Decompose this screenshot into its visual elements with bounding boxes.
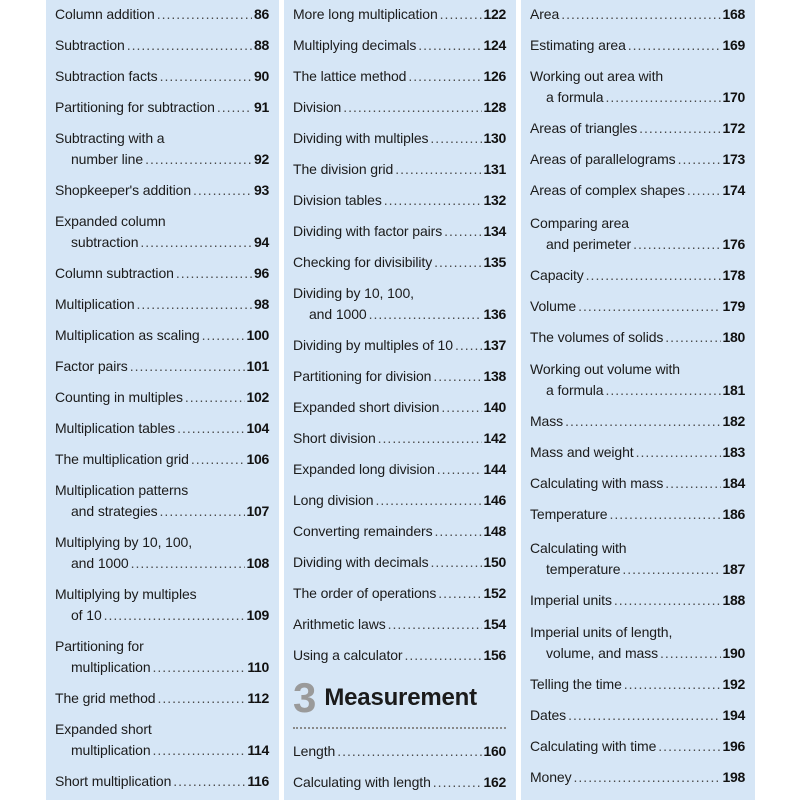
contents-entry[interactable] bbox=[530, 442, 745, 463]
dot-leader bbox=[157, 688, 245, 709]
contents-entry[interactable] bbox=[293, 741, 506, 762]
dot-leader bbox=[433, 366, 481, 387]
dot-leader bbox=[610, 504, 721, 525]
contents-column-2 bbox=[284, 0, 516, 800]
entry-title: Multiplying by 10, 100, bbox=[55, 534, 193, 550]
contents-entry[interactable] bbox=[293, 283, 506, 325]
entry-title: The order of operations bbox=[293, 585, 437, 601]
page-number: 156 bbox=[483, 647, 506, 663]
dot-leader bbox=[404, 645, 481, 666]
dot-leader bbox=[131, 553, 245, 574]
section-number: 3 bbox=[293, 674, 317, 721]
entry-title: Division tables bbox=[293, 192, 382, 208]
page-number: 148 bbox=[483, 523, 506, 539]
contents-entry[interactable] bbox=[55, 387, 269, 408]
contents-entry[interactable] bbox=[293, 614, 506, 635]
page-number: 140 bbox=[483, 399, 506, 415]
page-number: 101 bbox=[246, 358, 269, 374]
entry-title: Areas of parallelograms bbox=[530, 151, 676, 167]
dot-leader bbox=[217, 97, 252, 118]
entry-title: Areas of triangles bbox=[530, 120, 638, 136]
dot-leader bbox=[430, 128, 481, 149]
contents-column-3 bbox=[521, 0, 755, 800]
contents-entry[interactable] bbox=[530, 265, 745, 286]
entry-title: Short division bbox=[293, 430, 376, 446]
page-number: 198 bbox=[722, 769, 745, 785]
contents-entry[interactable] bbox=[293, 128, 506, 149]
contents-entry[interactable] bbox=[55, 688, 269, 709]
dot-leader bbox=[433, 772, 482, 793]
dot-leader bbox=[444, 221, 481, 242]
contents-entry[interactable] bbox=[293, 521, 506, 542]
dot-leader bbox=[384, 190, 482, 211]
entry-title: The multiplication grid bbox=[55, 451, 189, 467]
entry-title: subtraction bbox=[71, 234, 139, 250]
contents-entry[interactable] bbox=[55, 771, 269, 792]
entry-title: Partitioning for bbox=[55, 638, 144, 654]
contents-entry[interactable] bbox=[530, 180, 745, 201]
contents-entry[interactable] bbox=[530, 504, 745, 525]
contents-entry[interactable] bbox=[293, 645, 506, 666]
dot-leader bbox=[137, 294, 252, 315]
entry-title: and 1000 bbox=[71, 555, 129, 571]
contents-entry[interactable] bbox=[530, 296, 745, 317]
page-number: 178 bbox=[722, 267, 745, 283]
entry-title: Areas of complex shapes bbox=[530, 182, 685, 198]
entry-title: Multiplication patterns bbox=[55, 482, 189, 498]
dot-leader bbox=[395, 159, 481, 180]
dot-leader bbox=[636, 442, 721, 463]
page-number: 106 bbox=[246, 451, 269, 467]
dot-leader bbox=[193, 180, 252, 201]
entry-title: Dividing with decimals bbox=[293, 554, 429, 570]
contents-entry[interactable] bbox=[293, 66, 506, 87]
page-number: 183 bbox=[722, 444, 745, 460]
page-number: 150 bbox=[483, 554, 506, 570]
entry-title: Multiplying by multiples bbox=[55, 586, 197, 602]
entry-title: Money bbox=[530, 769, 572, 785]
dot-leader bbox=[678, 149, 721, 170]
contents-entry[interactable] bbox=[530, 118, 745, 139]
dot-leader bbox=[418, 35, 481, 56]
entry-title: Dividing with multiples bbox=[293, 130, 429, 146]
entry-title: Subtracting with a bbox=[55, 130, 165, 146]
contents-entry[interactable] bbox=[55, 325, 269, 346]
dot-leader bbox=[565, 411, 720, 432]
entry-title: temperature bbox=[546, 561, 621, 577]
entry-title: Length bbox=[293, 743, 336, 759]
entry-title: Division bbox=[293, 99, 342, 115]
page-number: 181 bbox=[722, 382, 745, 398]
entry-title: Partitioning for division bbox=[293, 368, 432, 384]
contents-entry[interactable] bbox=[530, 590, 745, 611]
contents-entry[interactable] bbox=[55, 211, 269, 253]
dot-leader bbox=[622, 559, 720, 580]
page-number: 136 bbox=[483, 306, 506, 322]
dot-leader bbox=[434, 252, 481, 273]
entry-title: Short multiplication bbox=[55, 773, 172, 789]
contents-entry[interactable] bbox=[293, 221, 506, 242]
contents-entry[interactable] bbox=[55, 584, 269, 626]
contents-entry[interactable] bbox=[55, 532, 269, 574]
page-number: 116 bbox=[247, 773, 269, 789]
contents-entry[interactable] bbox=[293, 490, 506, 511]
page-number: 128 bbox=[483, 99, 506, 115]
contents-entry[interactable] bbox=[55, 35, 269, 56]
dot-leader bbox=[605, 87, 720, 108]
contents-entry[interactable] bbox=[55, 97, 269, 118]
page-number: 154 bbox=[483, 616, 506, 632]
page-number: 194 bbox=[722, 707, 745, 723]
contents-entry[interactable] bbox=[55, 636, 269, 678]
page-number: 98 bbox=[254, 296, 269, 312]
entry-title: The division grid bbox=[293, 161, 394, 177]
dot-leader bbox=[568, 705, 720, 726]
entry-title: More long multiplication bbox=[293, 6, 438, 22]
dot-leader bbox=[639, 118, 720, 139]
dot-leader bbox=[605, 380, 720, 401]
dot-leader bbox=[660, 643, 721, 664]
page-number: 112 bbox=[247, 690, 269, 706]
page-number: 179 bbox=[722, 298, 745, 314]
dot-leader bbox=[574, 767, 721, 788]
entry-title: Temperature bbox=[530, 506, 608, 522]
entry-title: Long division bbox=[293, 492, 374, 508]
page-number: 110 bbox=[247, 659, 269, 675]
dot-leader bbox=[435, 521, 482, 542]
contents-entry[interactable] bbox=[530, 674, 745, 695]
contents-entry[interactable] bbox=[55, 418, 269, 439]
page-number: 130 bbox=[483, 130, 506, 146]
contents-entry[interactable] bbox=[293, 4, 506, 25]
page-number: 174 bbox=[722, 182, 745, 198]
entry-title: Mass and weight bbox=[530, 444, 634, 460]
contents-entry[interactable] bbox=[293, 397, 506, 418]
entry-title: Column subtraction bbox=[55, 265, 174, 281]
contents-entry[interactable] bbox=[530, 767, 745, 788]
contents-entry[interactable] bbox=[293, 97, 506, 118]
entry-title: Calculating with mass bbox=[530, 475, 664, 491]
dot-leader bbox=[628, 35, 721, 56]
dot-leader bbox=[173, 771, 245, 792]
contents-entry[interactable] bbox=[55, 180, 269, 201]
page-number: 152 bbox=[483, 585, 506, 601]
page-number: 162 bbox=[483, 774, 506, 790]
dot-leader bbox=[343, 97, 481, 118]
entry-title: number line bbox=[71, 151, 144, 167]
dot-leader bbox=[388, 614, 482, 635]
contents-entry[interactable] bbox=[293, 552, 506, 573]
page-number: 134 bbox=[483, 223, 506, 239]
entry-title: Estimating area bbox=[530, 37, 626, 53]
entry-title: Shopkeeper's addition bbox=[55, 182, 192, 198]
page-number: 170 bbox=[722, 89, 745, 105]
page-number: 126 bbox=[483, 68, 506, 84]
entry-title: Working out volume with bbox=[530, 361, 680, 377]
page-number: 192 bbox=[722, 676, 745, 692]
entry-title: and 1000 bbox=[309, 306, 367, 322]
entry-title: Calculating with length bbox=[293, 774, 431, 790]
page-number: 176 bbox=[722, 236, 745, 252]
entry-title: a formula bbox=[546, 382, 604, 398]
dot-leader bbox=[624, 674, 721, 695]
dot-leader bbox=[140, 232, 252, 253]
entry-title: Area bbox=[530, 6, 560, 22]
page-number: 196 bbox=[722, 738, 745, 754]
dot-leader bbox=[375, 490, 481, 511]
contents-entry[interactable] bbox=[293, 366, 506, 387]
entry-title: Calculating with time bbox=[530, 738, 657, 754]
entry-title: Counting in multiples bbox=[55, 389, 183, 405]
entry-title: Column addition bbox=[55, 6, 155, 22]
page-number: 88 bbox=[254, 37, 269, 53]
contents-entry[interactable] bbox=[530, 35, 745, 56]
page-number: 137 bbox=[483, 337, 506, 353]
page-number: 186 bbox=[722, 506, 745, 522]
entry-title: Multiplication tables bbox=[55, 420, 176, 436]
dot-leader bbox=[455, 335, 482, 356]
page-number: 144 bbox=[483, 461, 506, 477]
contents-entry[interactable] bbox=[530, 66, 745, 108]
dot-leader bbox=[561, 4, 720, 25]
page-number: 94 bbox=[254, 234, 269, 250]
page-number: 142 bbox=[483, 430, 506, 446]
dot-leader bbox=[431, 552, 482, 573]
entry-title: Dividing by multiples of 10 bbox=[293, 337, 453, 353]
contents-entry[interactable] bbox=[530, 149, 745, 170]
contents-entry[interactable] bbox=[530, 411, 745, 432]
dot-leader bbox=[153, 657, 246, 678]
page-number: 86 bbox=[254, 6, 269, 22]
page-number: 90 bbox=[254, 68, 269, 84]
entry-title: a formula bbox=[546, 89, 604, 105]
dot-leader bbox=[202, 325, 245, 346]
contents-entry[interactable] bbox=[55, 4, 269, 25]
entry-title: Volume bbox=[530, 298, 577, 314]
entry-title: volume, and mass bbox=[546, 645, 659, 661]
entry-title: multiplication bbox=[71, 742, 151, 758]
contents-entry[interactable] bbox=[530, 705, 745, 726]
entry-title: Expanded column bbox=[55, 213, 166, 229]
page-number: 122 bbox=[483, 6, 506, 22]
contents-entry[interactable] bbox=[293, 459, 506, 480]
contents-entry[interactable] bbox=[530, 213, 745, 255]
dot-leader bbox=[127, 35, 252, 56]
entry-title: Comparing area bbox=[530, 215, 629, 231]
contents-entry[interactable] bbox=[293, 428, 506, 449]
entry-title: Subtraction bbox=[55, 37, 125, 53]
page-number: 102 bbox=[246, 389, 269, 405]
page-number: 160 bbox=[483, 743, 506, 759]
contents-entry[interactable] bbox=[530, 327, 745, 348]
entry-title: Checking for divisibility bbox=[293, 254, 433, 270]
contents-entry[interactable] bbox=[530, 622, 745, 664]
page-number: 173 bbox=[722, 151, 745, 167]
entry-title: Dividing with factor pairs bbox=[293, 223, 443, 239]
entry-title: Partitioning for subtraction bbox=[55, 99, 215, 115]
page-number: 124 bbox=[483, 37, 506, 53]
entry-title: Calculating with bbox=[530, 540, 627, 556]
dot-leader bbox=[441, 397, 481, 418]
entry-title: The volumes of solids bbox=[530, 329, 664, 345]
contents-entry[interactable] bbox=[293, 772, 506, 793]
entry-title: and perimeter bbox=[546, 236, 632, 252]
page-number: 169 bbox=[722, 37, 745, 53]
entry-title: Capacity bbox=[530, 267, 584, 283]
page-number: 100 bbox=[246, 327, 269, 343]
dot-leader bbox=[153, 740, 246, 761]
dot-leader bbox=[408, 66, 481, 87]
contents-entry[interactable] bbox=[55, 66, 269, 87]
dot-leader bbox=[104, 605, 245, 626]
dot-leader bbox=[191, 449, 245, 470]
contents-entry[interactable] bbox=[55, 449, 269, 470]
dot-leader bbox=[658, 736, 720, 757]
contents-entry[interactable] bbox=[55, 719, 269, 761]
page-number: 138 bbox=[483, 368, 506, 384]
entry-title: Imperial units of length, bbox=[530, 624, 673, 640]
section-title: Measurement bbox=[324, 684, 477, 711]
page-number: 182 bbox=[722, 413, 745, 429]
dot-leader bbox=[614, 590, 721, 611]
dot-leader bbox=[578, 296, 720, 317]
dot-leader bbox=[177, 418, 244, 439]
entry-title: Arithmetic laws bbox=[293, 616, 386, 632]
dot-leader bbox=[130, 356, 245, 377]
page-number: 188 bbox=[722, 592, 745, 608]
contents-entry[interactable] bbox=[530, 4, 745, 25]
dot-leader bbox=[185, 387, 245, 408]
contents-entry[interactable] bbox=[530, 538, 745, 580]
contents-entry[interactable] bbox=[293, 159, 506, 180]
contents-entry[interactable] bbox=[55, 128, 269, 170]
dot-leader bbox=[440, 4, 482, 25]
entry-title: Subtraction facts bbox=[55, 68, 158, 84]
page-number: 131 bbox=[483, 161, 506, 177]
entry-title: Factor pairs bbox=[55, 358, 128, 374]
section-divider bbox=[293, 727, 506, 729]
page-number: 96 bbox=[254, 265, 269, 281]
dot-leader bbox=[160, 66, 252, 87]
page-number: 108 bbox=[246, 555, 269, 571]
entry-title: The grid method bbox=[55, 690, 156, 706]
contents-entry[interactable] bbox=[293, 35, 506, 56]
dot-leader bbox=[586, 265, 721, 286]
entry-title: Multiplication bbox=[55, 296, 135, 312]
page-number: 184 bbox=[722, 475, 745, 491]
page-number: 187 bbox=[722, 561, 745, 577]
entry-title: The lattice method bbox=[293, 68, 407, 84]
page-number: 109 bbox=[246, 607, 269, 623]
page-number: 104 bbox=[246, 420, 269, 436]
contents-entry[interactable] bbox=[55, 356, 269, 377]
dot-leader bbox=[157, 4, 252, 25]
dot-leader bbox=[337, 741, 481, 762]
contents-entry[interactable] bbox=[55, 263, 269, 284]
dot-leader bbox=[145, 149, 252, 170]
entry-title: of 10 bbox=[71, 607, 102, 623]
entry-title: Dates bbox=[530, 707, 567, 723]
entry-title: and strategies bbox=[71, 503, 158, 519]
entry-title: Multiplying decimals bbox=[293, 37, 417, 53]
page-number: 180 bbox=[722, 329, 745, 345]
contents-entry[interactable] bbox=[530, 473, 745, 494]
page-number: 135 bbox=[483, 254, 506, 270]
dot-leader bbox=[160, 501, 245, 522]
entry-title: Mass bbox=[530, 413, 564, 429]
contents-entry[interactable] bbox=[55, 294, 269, 315]
entry-title: Expanded long division bbox=[293, 461, 435, 477]
contents-entry[interactable] bbox=[293, 252, 506, 273]
dot-leader bbox=[665, 473, 720, 494]
contents-entry[interactable] bbox=[293, 583, 506, 604]
contents-entry[interactable] bbox=[293, 190, 506, 211]
dot-leader bbox=[176, 263, 252, 284]
contents-entry[interactable] bbox=[530, 736, 745, 757]
entry-title: Telling the time bbox=[530, 676, 622, 692]
section-heading bbox=[293, 676, 506, 720]
entry-title: Converting remainders bbox=[293, 523, 433, 539]
page-number: 146 bbox=[483, 492, 506, 508]
dot-leader bbox=[369, 304, 482, 325]
entry-title: Expanded short bbox=[55, 721, 152, 737]
dot-leader bbox=[437, 459, 482, 480]
contents-entry[interactable] bbox=[530, 359, 745, 401]
page-number: 92 bbox=[254, 151, 269, 167]
page-number: 114 bbox=[247, 742, 269, 758]
contents-entry[interactable] bbox=[55, 480, 269, 522]
entry-title: Dividing by 10, 100, bbox=[293, 285, 414, 301]
page-number: 190 bbox=[722, 645, 745, 661]
dot-leader bbox=[687, 180, 721, 201]
contents-column-1 bbox=[46, 0, 279, 800]
page-number: 172 bbox=[722, 120, 745, 136]
page-number: 168 bbox=[722, 6, 745, 22]
dot-leader bbox=[633, 234, 720, 255]
entry-title: Expanded short division bbox=[293, 399, 440, 415]
contents-entry[interactable] bbox=[293, 335, 506, 356]
entry-title: Working out area with bbox=[530, 68, 664, 84]
entry-title: multiplication bbox=[71, 659, 151, 675]
page-number: 107 bbox=[246, 503, 269, 519]
entry-title: Using a calculator bbox=[293, 647, 403, 663]
entry-title: Multiplication as scaling bbox=[55, 327, 200, 343]
page-number: 93 bbox=[254, 182, 269, 198]
dot-leader bbox=[378, 428, 482, 449]
dot-leader bbox=[438, 583, 481, 604]
entry-title: Imperial units bbox=[530, 592, 612, 608]
page-number: 132 bbox=[483, 192, 506, 208]
page-number: 91 bbox=[254, 99, 269, 115]
dot-leader bbox=[665, 327, 720, 348]
